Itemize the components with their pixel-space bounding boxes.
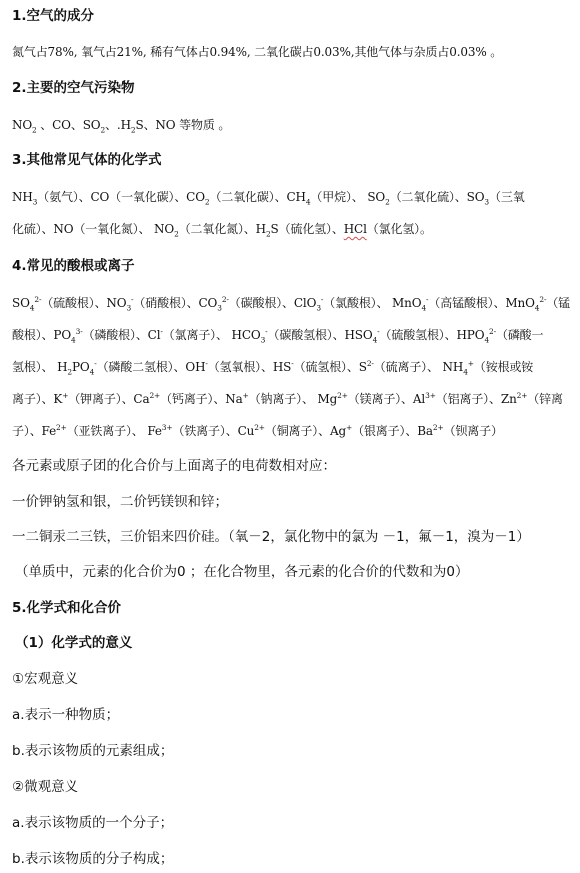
- ions-line-2: 酸根）、$PO_4^{3-}$（磷酸根）、Cl-（氯离子）、 $HCO_3^-$（碳酸氢根）、$HSO_4^-$（硫酸氢根）、$HPO_4^{2-}$（磷酸一: [12, 327, 544, 345]
- macro-meaning-a: a.表示一种物质；: [12, 707, 120, 723]
- micro-meaning-a: a.表示该物质的一个分子；: [12, 815, 174, 831]
- micro-meaning-label: ②微观意义: [12, 779, 79, 795]
- valence-rule-note: （单质中，元素的化合价为0 ；在化合物里，各元素的化合价的代数和为0）: [15, 564, 469, 580]
- valence-rhyme-1: 一价钾钠氢和银，二价钙镁钡和锌；: [12, 494, 228, 510]
- heading-air-composition: 1.空气的成分: [12, 8, 95, 24]
- heading-air-pollutants: 2.主要的空气污染物: [12, 80, 135, 96]
- heading-common-gases: 3.其他常见气体的化学式: [12, 152, 162, 168]
- ions-line-1: $SO_4^{2-}$（硫酸根）、$NO_3^-$（硝酸根）、$CO_3^{2-}$（碳酸根）、ClO$_3$-（氯酸根）、 MnO$_4$-（高锰酸根）、MnO$_4^{2-}$（锰: [12, 295, 571, 313]
- air-pollutants-text: $NO_2$ 、CO、$SO_2$、$.H_2S$、NO 等物质 。: [12, 118, 231, 135]
- common-gases-line-1: $NH_3$（氨气）、CO（一氧化碳）、$CO_2$（二氧化碳）、$CH_4$（甲烷）、 $SO_2$（二氧化硫）、$SO_3$（三氧: [12, 190, 525, 207]
- macro-meaning-b: b.表示该物质的元素组成；: [12, 743, 174, 759]
- spellcheck-underlined-word: HCl: [343, 222, 367, 236]
- heading-acid-radicals-ions: 4.常见的酸根或离子: [12, 258, 135, 274]
- valence-rhyme-2: 一二铜汞二三铁，三价铝来四价硅。（氧－2，氯化物中的氯为 －1，氟－1，溴为－1）: [12, 529, 530, 545]
- air-composition-text: 氮气占78%, 氧气占21%, 稀有气体占0.94%, 二氧化碳占0.03%,其他气体与杂质占0.03% 。: [12, 45, 503, 59]
- common-gases-line-2: 化硫）、NO（一氧化氮）、 $NO_2$（二氧化氮）、$H_2S$（硫化氢）、HCl（氯化氢）。: [12, 222, 432, 239]
- subheading-formula-meaning: （1）化学式的意义: [15, 635, 133, 651]
- macro-meaning-label: ①宏观意义: [12, 671, 79, 687]
- valence-intro: 各元素或原子团的化合价与上面离子的电荷数相对应：: [12, 458, 336, 474]
- micro-meaning-b: b.表示该物质的分子构成；: [12, 851, 174, 867]
- ions-line-5: 子）、$Fe^{2+}$（亚铁离子）、 $Fe^{3+}$（铁离子）、$Cu^{2+}$（铜离子）、Ag+（银离子）、$Ba^{2+}$（钡离子）: [12, 423, 503, 438]
- heading-formula-valence: 5.化学式和化合价: [12, 600, 122, 616]
- ions-line-3: 氢根）、 $H_2PO_4^-$（磷酸二氢根）、OH-（氢氧根）、HS-（硫氢根）、$S^{2-}$（硫离子）、 $NH_4^+$（铵根或铵: [12, 359, 534, 377]
- ions-line-4: 离子）、K+（钾离子）、$Ca^{2+}$（钙离子）、Na+（钠离子）、 $Mg^{2+}$（镁离子）、$Al^{3+}$（铝离子）、$Zn^{2+}$（锌离: [12, 391, 563, 406]
